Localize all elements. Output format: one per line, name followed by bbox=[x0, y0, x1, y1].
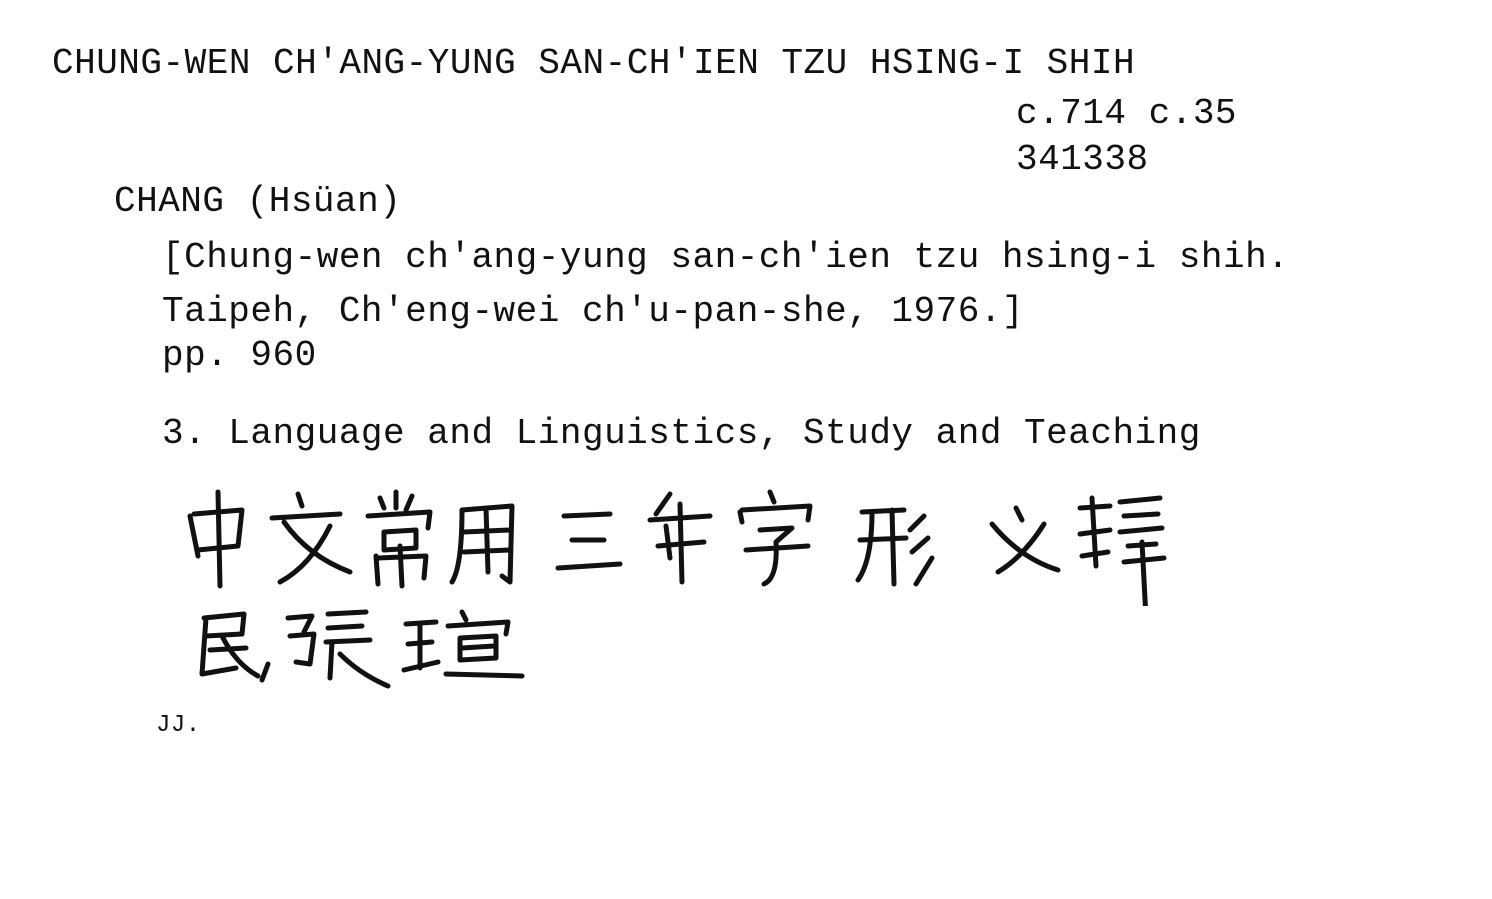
author: CHANG (Hsüan) bbox=[114, 181, 402, 222]
handwritten-chinese-author bbox=[192, 604, 552, 694]
subject-heading: 3. Language and Linguistics, Study and Teaching bbox=[162, 413, 1201, 454]
pagination: pp. 960 bbox=[162, 335, 317, 376]
title-line-1: [Chung-wen ch'ang-yung san-ch'ien tzu hsing-i shih. bbox=[162, 237, 1290, 278]
call-number-2: 341338 bbox=[1016, 139, 1149, 180]
call-number-1: c.714 c.35 bbox=[1016, 93, 1238, 134]
handwriting-title-drawing bbox=[180, 486, 1180, 606]
card-heading: CHUNG-WEN CH'ANG-YUNG SAN-CH'IEN TZU HSING-I SHIH bbox=[52, 43, 1136, 84]
title-line-2: Taipeh, Ch'eng-wei ch'u-pan-she, 1976.] bbox=[162, 291, 1025, 332]
initials: JJ. bbox=[156, 712, 201, 739]
handwriting-author-drawing bbox=[192, 604, 552, 694]
handwritten-chinese-title bbox=[180, 486, 1180, 606]
